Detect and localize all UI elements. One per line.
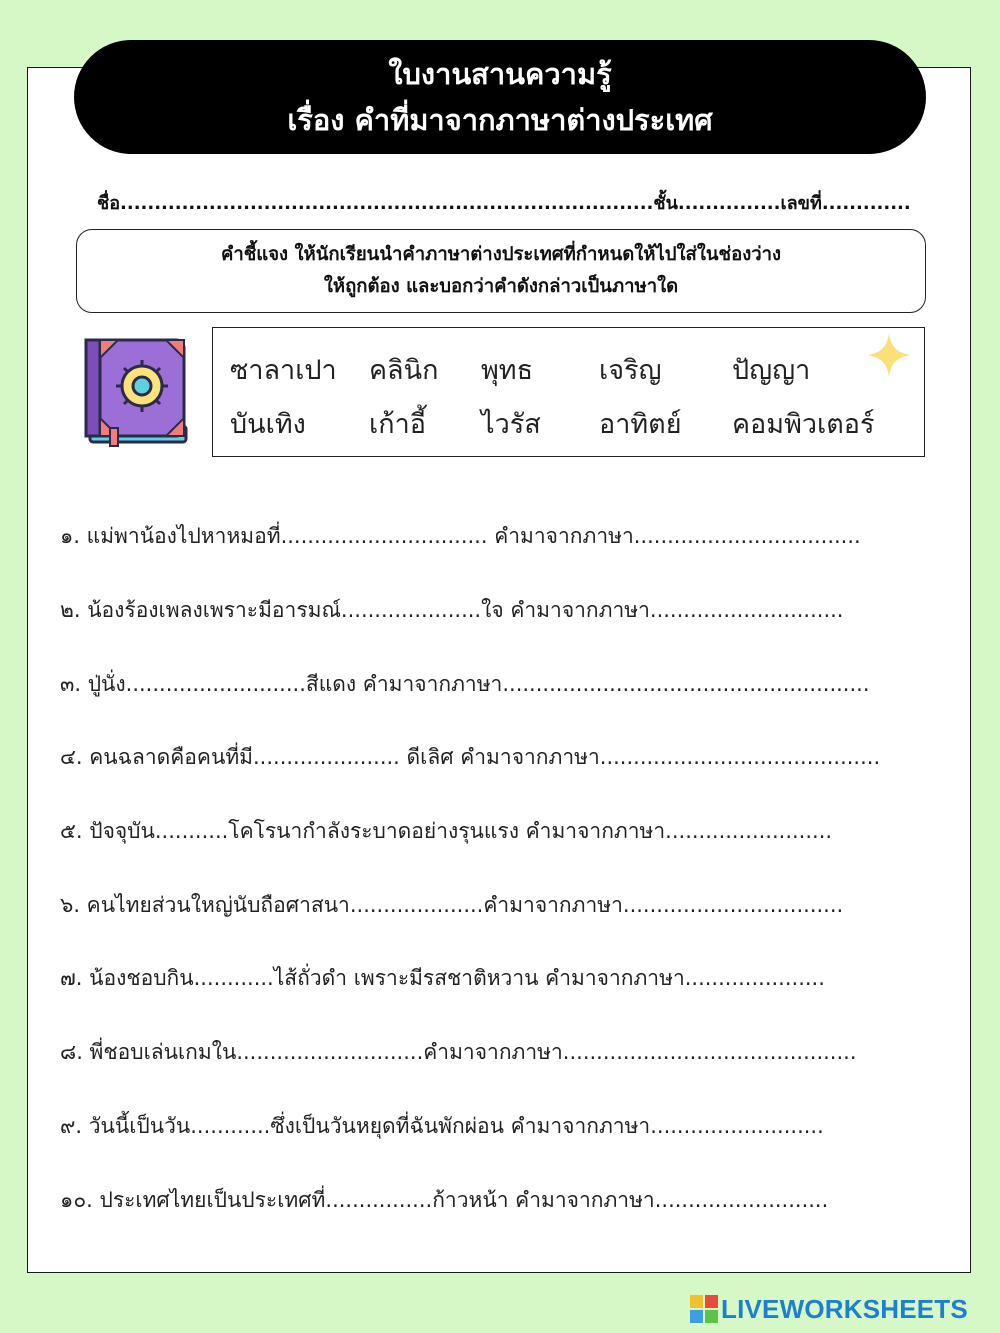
book-gear-icon <box>82 336 190 448</box>
question-1[interactable]: ๑. แม่พาน้องไปหาหมอที่............................... คำมาจากภาษา.................................. <box>60 524 861 548</box>
question-6[interactable]: ๖. คนไทยส่วนใหญ่นับถือศาสนา....................คำมาจากภาษา................................. <box>60 893 844 917</box>
student-info-line[interactable]: ชื่อ..............................................................................ชั้น...............เลขที่............. <box>97 193 911 214</box>
instructions-line-2: ให้ถูกต้อง และบอกว่าคำดังกล่าวเป็นภาษาใด <box>323 276 679 297</box>
word-bank-box <box>212 327 925 457</box>
word-bank-word[interactable]: บันเทิง <box>230 409 306 440</box>
title-banner <box>74 40 926 154</box>
word-bank-word[interactable]: เจริญ <box>599 355 662 386</box>
word-bank-word[interactable]: คอมพิวเตอร์ <box>732 409 875 440</box>
word-bank-word[interactable]: พุทธ <box>481 355 534 386</box>
title-line-2: เรื่อง คำที่มาจากภาษาต่างประเทศ <box>287 103 713 137</box>
word-bank-word[interactable]: ไวรัส <box>481 409 541 440</box>
title-line-1: ใบงานสานความรู้ <box>388 57 612 91</box>
word-bank-word[interactable]: ซาลาเปา <box>230 355 337 386</box>
word-bank-word[interactable]: ปัญญา <box>732 355 811 386</box>
logo-text: LIVEWORKSHEETS <box>721 1293 968 1324</box>
question-4[interactable]: ๔. คนฉลาดคือคนที่มี...................... ดีเลิศ คำมาจากภาษา.......................................... <box>60 745 881 769</box>
word-bank-word[interactable]: อาทิตย์ <box>599 409 682 440</box>
question-10[interactable]: ๑๐. ประเทศไทยเป็นประเทศที่................ก้าวหน้า คำมาจากภาษา.......................... <box>60 1188 829 1212</box>
liveworksheets-logo[interactable] <box>690 1292 968 1326</box>
word-bank-word[interactable]: เก้าอี้ <box>369 409 426 440</box>
instructions-line-1: คำชี้แจง ให้นักเรียนนำคำภาษาต่างประเทศที่กำหนดให้ไปใส่ในช่องว่าง <box>220 244 782 265</box>
question-9[interactable]: ๙. วันนี้เป็นวัน............ซึ่งเป็นวันหยุดที่ฉันพักผ่อน คำมาจากภาษา.......................... <box>60 1114 824 1138</box>
question-2[interactable]: ๒. น้องร้องเพลงเพราะมีอารมณ์.....................ใจ คำมาจากภาษา............................. <box>60 598 844 622</box>
question-5[interactable]: ๕. ปัจจุบัน...........โคโรนากำลังระบาดอย่างรุนแรง คำมาจากภาษา......................... <box>60 819 833 843</box>
question-7[interactable]: ๗. น้องชอบกิน............ไส้ถั่วดำ เพราะมีรสชาติหวาน คำมาจากภาษา..................... <box>60 966 825 990</box>
liveworksheets-logo-icon <box>690 1295 718 1323</box>
sparkle-star-icon <box>865 331 913 379</box>
question-8[interactable]: ๘. พี่ชอบเล่นเกมใน............................คำมาจากภาษา............................................ <box>60 1040 857 1064</box>
word-bank-word[interactable]: คลินิก <box>369 355 439 386</box>
instructions-box <box>76 229 926 313</box>
question-3[interactable]: ๓. ปู่นั่ง...........................สีแดง คำมาจากภาษา....................................................... <box>60 672 870 696</box>
